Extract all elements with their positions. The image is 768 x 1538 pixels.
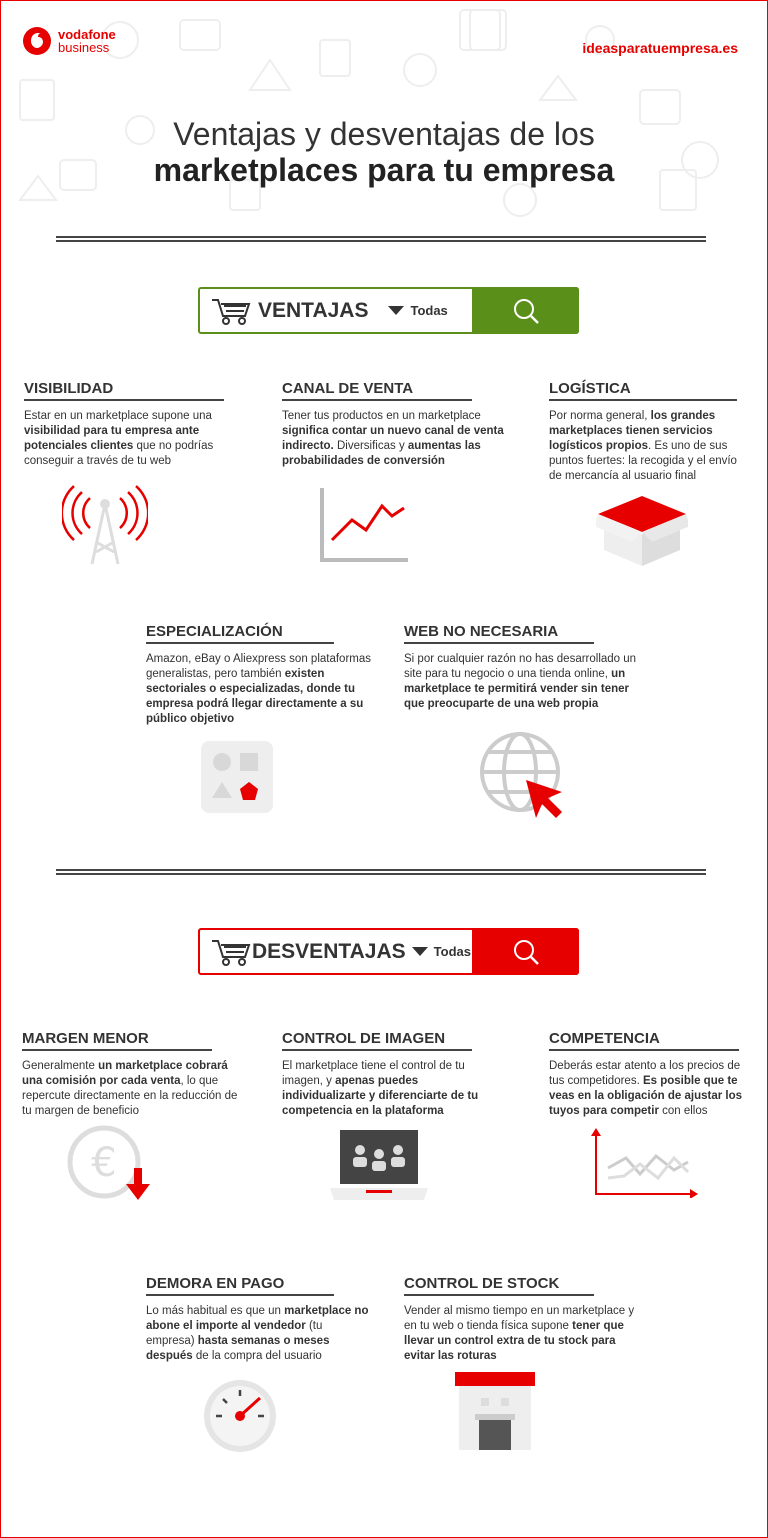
body-text: (tu empresa): [146, 1320, 323, 1347]
site-url-link[interactable]: ideasparatuempresa.es: [582, 40, 738, 56]
vodafone-logo-icon: [22, 26, 52, 56]
ventajas-searchbar[interactable]: [198, 287, 579, 334]
card-margen-menor: [22, 1030, 242, 1119]
body-text: Vender al mismo tiempo en un marketplace y en tu web o tienda física supone: [404, 1305, 635, 1332]
card-body: [549, 1059, 754, 1119]
desventajas-label: DESVENTAJAS: [252, 939, 406, 963]
laptop-users-icon: [330, 1128, 428, 1204]
card-title: ESPECIALIZACIÓN: [146, 623, 334, 644]
divider: [56, 869, 706, 875]
card-title: CANAL DE VENTA: [282, 380, 472, 401]
emphasis-text: significa contar un nuevo canal de venta indirecto.: [282, 425, 504, 452]
body-text: Estar en un marketplace supone una: [24, 410, 212, 422]
body-text: Generalmente: [22, 1060, 99, 1072]
vodafone-business-logo[interactable]: [22, 26, 116, 56]
emphasis-text: aumentas las probabilidades de conversión: [282, 440, 481, 467]
cart-icon: [210, 296, 252, 326]
desventajas-searchbar[interactable]: [198, 928, 579, 975]
body-text: Si por cualquier razón no has desarrollado un site para tu negocio o una tienda online,: [404, 653, 637, 680]
card-body: [146, 1304, 371, 1364]
card-title: COMPETENCIA: [549, 1030, 739, 1051]
euro-down-icon: [66, 1124, 156, 1204]
antenna-signal-icon: [62, 484, 148, 566]
ventajas-label: VENTAJAS: [258, 298, 369, 322]
page-title-line1: Ventajas y desventajas de los: [173, 116, 595, 152]
card-control-de-stock: [404, 1275, 649, 1364]
svg-text:€: €: [91, 1140, 117, 1186]
emphasis-text: apenas puedes individualizarte y diferenciarte de tu competencia en la plataforma: [282, 1075, 479, 1117]
card-competencia: [549, 1030, 754, 1119]
emphasis-text: un marketplace cobrará una comisión por cada venta: [22, 1060, 228, 1087]
search-icon: [511, 296, 541, 326]
desventajas-filter-dropdown[interactable]: [412, 944, 471, 959]
card-title: VISIBILIDAD: [24, 380, 224, 401]
emphasis-text: existen sectoriales o especializadas, donde tu empresa podrá llegar directamente a su público objetivo: [146, 668, 364, 725]
card-title: LOGÍSTICA: [549, 380, 737, 401]
page-title-line2: marketplaces para tu empresa: [153, 152, 615, 188]
body-text: Lo más habitual es que un: [146, 1305, 285, 1317]
card-body: [282, 1059, 497, 1119]
card-visibilidad: [24, 380, 224, 469]
body-text: , lo que repercute directamente en la reducción de tu margen de beneficio: [22, 1075, 238, 1117]
body-text: Deberás estar atento a los precios de tus competidores.: [549, 1060, 741, 1087]
card-body: [282, 409, 507, 469]
body-text: Amazon, eBay o Aliexpress son plataformas generalistas, pero también: [146, 653, 372, 680]
body-text: que no podrías conseguir a través de tu web: [24, 440, 214, 467]
card-web-no-necesaria: [404, 623, 649, 712]
card-body: [404, 1304, 649, 1364]
filter-value: Todas: [433, 944, 471, 959]
search-icon: [511, 937, 541, 967]
dropdown-triangle-icon: [388, 306, 404, 315]
body-text: El marketplace tiene el control de tu imagen, y: [282, 1060, 465, 1087]
brand-name: vodafone: [58, 27, 116, 42]
body-text: con ellos: [658, 1105, 708, 1117]
body-text: de la compra del usuario: [192, 1350, 322, 1362]
cart-icon: [210, 937, 252, 967]
card-body: [404, 652, 649, 712]
ventajas-search-button[interactable]: [472, 287, 579, 334]
card-demora-en-pago: [146, 1275, 371, 1364]
emphasis-text: los grandes marketplaces tienen servicios logísticos propios: [549, 410, 716, 452]
brand-sub: business: [58, 40, 110, 55]
emphasis-text: tener que llevar un control extra de tu stock para evitar las roturas: [404, 1320, 624, 1362]
growth-chart-icon: [318, 486, 410, 564]
emphasis-text: un marketplace te permitirá vender sin tener que preocuparte de una web propia: [404, 668, 629, 710]
card-especializacion: [146, 623, 371, 727]
emphasis-text: visibilidad para tu empresa ante potenciales clientes: [24, 425, 200, 452]
card-title: CONTROL DE IMAGEN: [282, 1030, 472, 1051]
card-body: [24, 409, 224, 469]
card-logistica: [549, 380, 749, 484]
shapes-icon: [200, 740, 274, 814]
filter-value: Todas: [410, 303, 448, 318]
emphasis-text: Es posible que te veas en la obligación de ajustar los tuyos para competir: [549, 1075, 743, 1117]
competition-chart-icon: [588, 1128, 698, 1198]
globe-cursor-icon: [478, 730, 566, 820]
card-control-de-imagen: [282, 1030, 497, 1119]
body-text: Por norma general,: [549, 410, 651, 422]
card-canal-de-venta: [282, 380, 507, 469]
body-text: . Es uno de sus puntos fuertes: la recogida y el envío de mercancía al usuario final: [549, 440, 737, 482]
emphasis-text: hasta semanas o meses después: [146, 1335, 330, 1362]
store-icon: [455, 1372, 535, 1452]
open-box-icon: [596, 488, 688, 568]
desventajas-search-button[interactable]: [472, 928, 579, 975]
card-body: [549, 409, 749, 484]
clock-icon: [202, 1378, 282, 1454]
card-title: CONTROL DE STOCK: [404, 1275, 594, 1296]
body-text: Diversificas y: [333, 440, 408, 452]
emphasis-text: marketplace no abone el importe al vendedor: [146, 1305, 369, 1332]
card-body: [22, 1059, 242, 1119]
body-text: Tener tus productos en un marketplace: [282, 410, 481, 422]
card-body: [146, 652, 371, 727]
card-title: DEMORA EN PAGO: [146, 1275, 334, 1296]
divider: [56, 236, 706, 242]
card-title: WEB NO NECESARIA: [404, 623, 594, 644]
card-title: MARGEN MENOR: [22, 1030, 212, 1051]
dropdown-triangle-icon: [412, 947, 428, 956]
ventajas-filter-dropdown[interactable]: [388, 303, 447, 318]
